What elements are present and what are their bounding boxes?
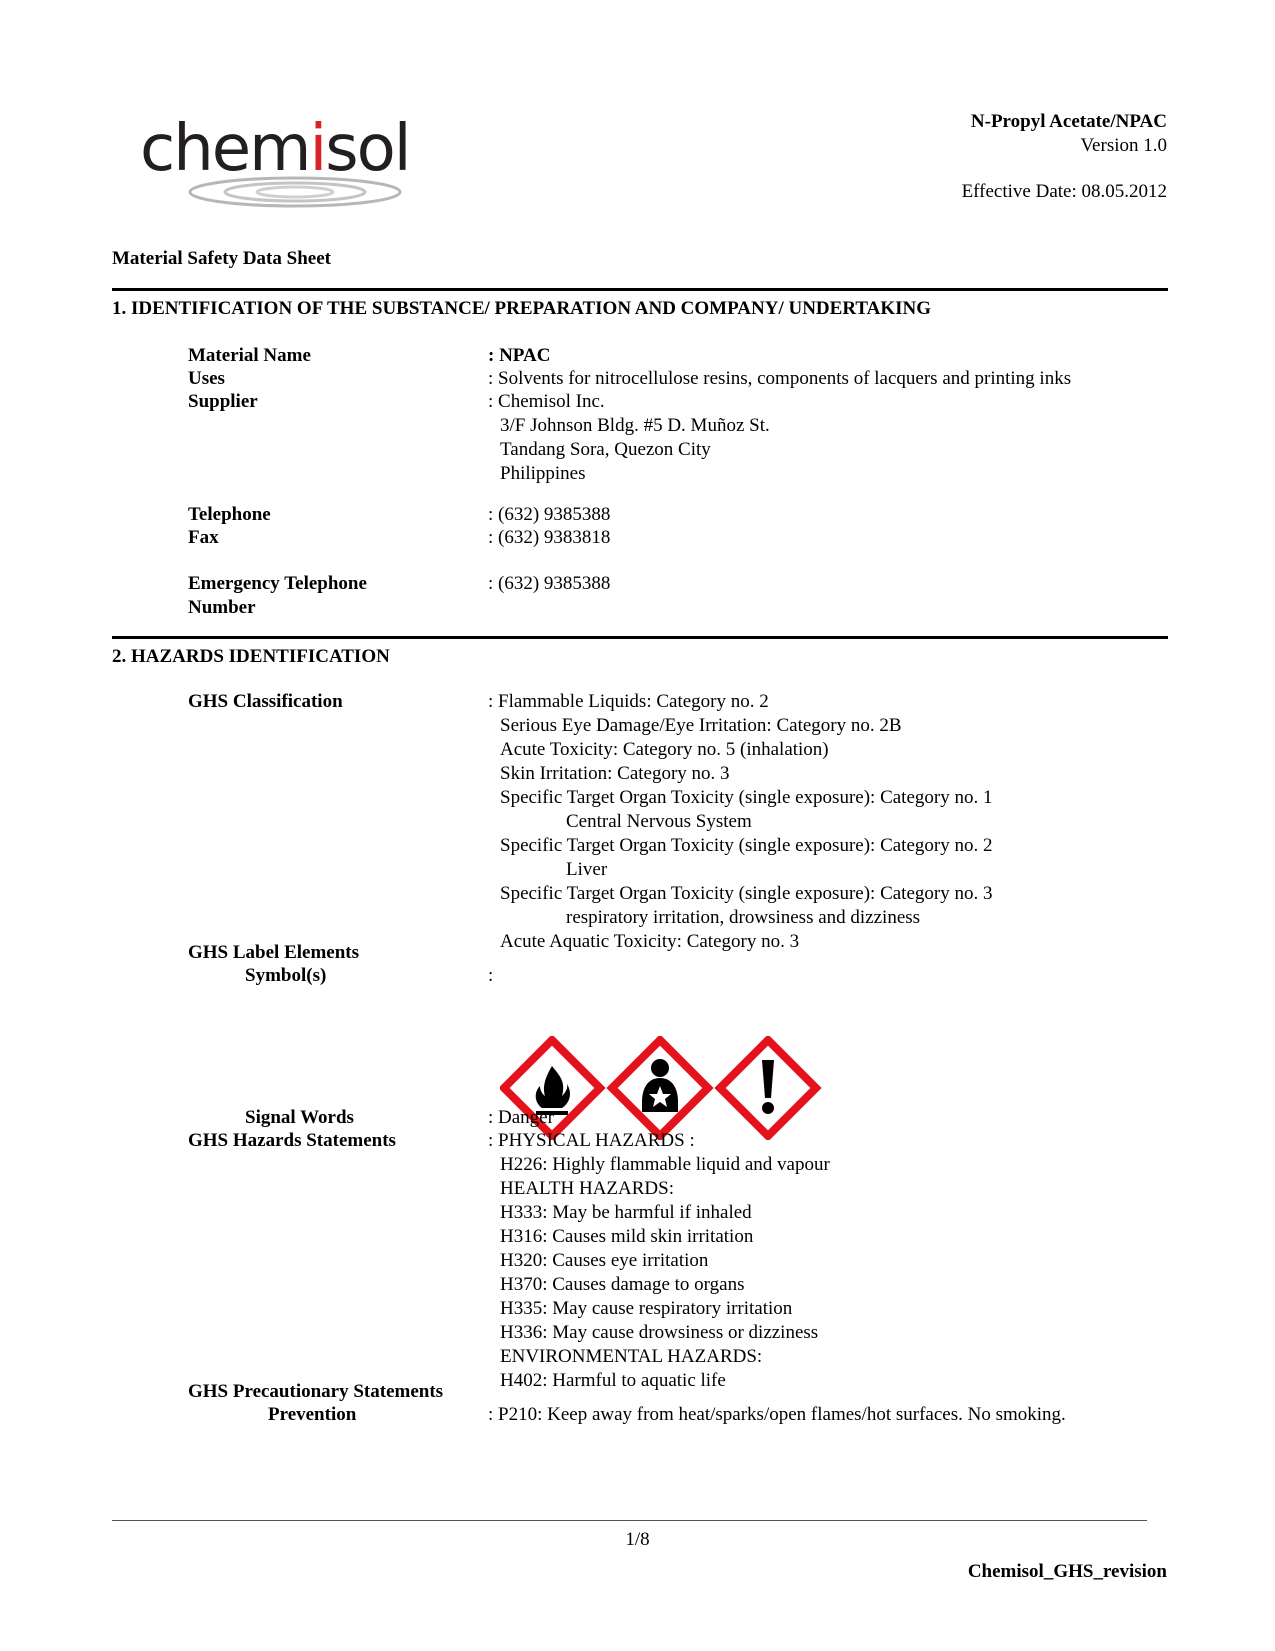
hazard-line: HEALTH HAZARDS: bbox=[500, 1178, 674, 1199]
prevention-label: Prevention bbox=[268, 1404, 357, 1425]
supplier-line: Tandang Sora, Quezon City bbox=[500, 439, 711, 460]
section-divider bbox=[112, 636, 1168, 639]
hazard-line: H402: Harmful to aquatic life bbox=[500, 1370, 726, 1391]
section-2-title: 2. HAZARDS IDENTIFICATION bbox=[112, 646, 390, 667]
classification-line: Specific Target Organ Toxicity (single exposure): Category no. 3 bbox=[500, 883, 993, 904]
emergency-telephone-value: : (632) 9385388 bbox=[488, 573, 611, 594]
ghs-classification-label: GHS Classification bbox=[188, 691, 343, 712]
classification-line: Specific Target Organ Toxicity (single exposure): Category no. 2 bbox=[500, 835, 993, 856]
hazard-statements-label: GHS Hazards Statements bbox=[188, 1130, 396, 1151]
uses-label: Uses bbox=[188, 368, 225, 389]
hazard-line: H336: May cause drowsiness or dizziness bbox=[500, 1322, 819, 1343]
supplier-address bbox=[488, 390, 770, 486]
exclamation-mark-icon bbox=[720, 1040, 816, 1136]
health-hazard-icon bbox=[612, 1040, 708, 1136]
classification-line: Central Nervous System bbox=[566, 811, 752, 832]
section-divider bbox=[112, 288, 1168, 291]
uses-value: : Solvents for nitrocellulose resins, components of lacquers and printing inks bbox=[488, 368, 1072, 389]
chemisol-logo bbox=[140, 100, 420, 220]
signal-words-label: Signal Words bbox=[245, 1107, 354, 1128]
footer-divider bbox=[112, 1520, 1147, 1521]
hazard-line: H370: Causes damage to organs bbox=[500, 1274, 745, 1295]
prevention-value: : P210: Keep away from heat/sparks/open flames/hot surfaces. No smoking. bbox=[488, 1404, 1066, 1425]
hazard-line: H335: May cause respiratory irritation bbox=[500, 1298, 793, 1319]
page-number: 1/8 bbox=[625, 1529, 650, 1550]
precautionary-statements-label: GHS Precautionary Statements bbox=[188, 1381, 444, 1402]
telephone-label: Telephone bbox=[188, 504, 271, 525]
classification-line: : Flammable Liquids: Category no. 2 bbox=[488, 691, 769, 712]
ghs-classification-list bbox=[488, 690, 992, 954]
supplier-line: : Chemisol Inc. bbox=[488, 391, 605, 412]
hazard-line: H320: Causes eye irritation bbox=[500, 1250, 709, 1271]
material-name-label: Material Name bbox=[188, 345, 311, 366]
hazard-line: H333: May be harmful if inhaled bbox=[500, 1202, 752, 1223]
svg-text:chemisol: chemisol bbox=[140, 112, 410, 186]
version: Version 1.0 bbox=[1080, 135, 1167, 156]
hazard-line: H316: Causes mild skin irritation bbox=[500, 1226, 754, 1247]
telephone-value: : (632) 9385388 bbox=[488, 504, 611, 525]
classification-line: Liver bbox=[566, 859, 608, 880]
material-name-value: : NPAC bbox=[488, 345, 551, 366]
symbols-colon: : bbox=[488, 965, 494, 986]
hazard-line: : PHYSICAL HAZARDS : bbox=[488, 1130, 695, 1151]
hazard-line: ENVIRONMENTAL HAZARDS: bbox=[500, 1346, 763, 1367]
effective-date: Effective Date: 08.05.2012 bbox=[961, 181, 1167, 202]
classification-line: Specific Target Organ Toxicity (single exposure): Category no. 1 bbox=[500, 787, 993, 808]
classification-line: Skin Irritation: Category no. 3 bbox=[500, 763, 730, 784]
product-name: N-Propyl Acetate/NPAC bbox=[970, 111, 1167, 132]
classification-line: Acute Aquatic Toxicity: Category no. 3 bbox=[500, 931, 800, 952]
document-title: Material Safety Data Sheet bbox=[112, 248, 331, 269]
hazard-statements-list bbox=[488, 1129, 830, 1393]
fax-label: Fax bbox=[188, 527, 219, 548]
classification-line: Serious Eye Damage/Eye Irritation: Category no. 2B bbox=[500, 715, 902, 736]
signal-words-value: : Danger bbox=[488, 1107, 554, 1128]
supplier-line: 3/F Johnson Bldg. #5 D. Muñoz St. bbox=[500, 415, 770, 436]
emergency-label-line: Emergency Telephone bbox=[188, 573, 367, 594]
hazard-line: H226: Highly flammable liquid and vapour bbox=[500, 1154, 830, 1175]
supplier-label: Supplier bbox=[188, 391, 258, 412]
emergency-label-line: Number bbox=[188, 597, 256, 618]
classification-line: Acute Toxicity: Category no. 5 (inhalation) bbox=[500, 739, 829, 760]
ghs-label-elements-label: GHS Label Elements bbox=[188, 942, 360, 963]
revision-label: Chemisol_GHS_revision bbox=[967, 1561, 1167, 1582]
classification-line: respiratory irritation, drowsiness and dizziness bbox=[566, 907, 921, 928]
section-1-title: 1. IDENTIFICATION OF THE SUBSTANCE/ PREPARATION AND COMPANY/ UNDERTAKING bbox=[112, 298, 932, 319]
symbols-label: Symbol(s) bbox=[245, 965, 327, 986]
supplier-line: Philippines bbox=[500, 463, 586, 484]
emergency-telephone-label bbox=[188, 572, 367, 620]
fax-value: : (632) 9383818 bbox=[488, 527, 611, 548]
